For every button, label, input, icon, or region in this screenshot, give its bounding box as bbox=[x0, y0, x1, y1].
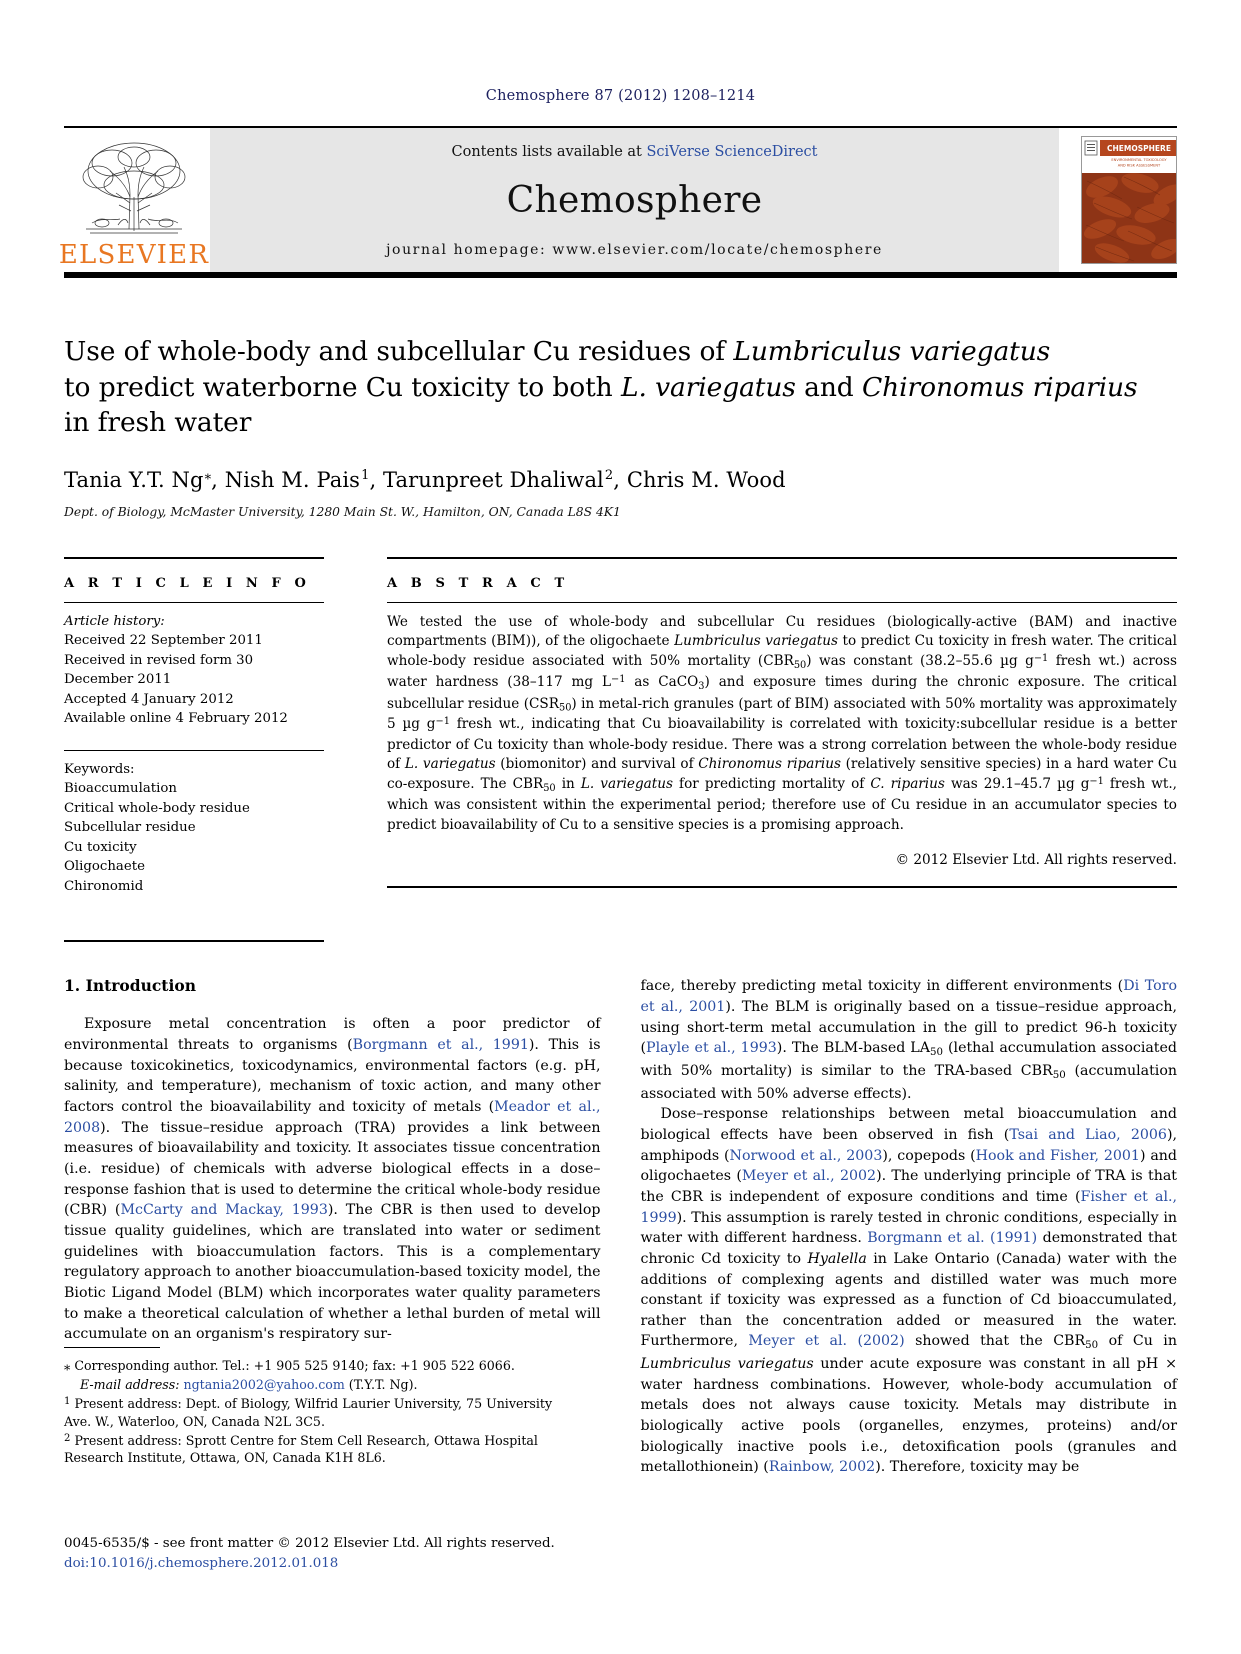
footnote-present-address-2 bbox=[64, 1432, 580, 1468]
doi-link[interactable]: doi:10.1016/j.chemosphere.2012.01.018 bbox=[64, 1556, 339, 1572]
body-column-right bbox=[641, 976, 1178, 1478]
keyword-item: Cu toxicity bbox=[64, 839, 137, 855]
author-name: Chris M. Wood bbox=[626, 467, 786, 492]
svg-text:CHEMOSPHERE: CHEMOSPHERE bbox=[1107, 144, 1171, 153]
history-item: Accepted 4 January 2012 bbox=[64, 691, 234, 707]
author-mark[interactable]: 2 bbox=[604, 467, 614, 483]
svg-text:AND RISK ASSESSMENT: AND RISK ASSESSMENT bbox=[1117, 163, 1161, 168]
title-segment-2: to predict waterborne Cu toxicity to both bbox=[64, 371, 621, 403]
keyword-item: Critical whole-body residue bbox=[64, 800, 250, 816]
issn-line: 0045-6535/$ - see front matter © 2012 Elsevier Ltd. All rights reserved. bbox=[64, 1536, 555, 1551]
keyword-item: Chironomid bbox=[64, 878, 144, 894]
email-label: E-mail address: bbox=[80, 1376, 180, 1392]
journal-homepage-line[interactable]: journal homepage: www.elsevier.com/locate/chemosphere bbox=[386, 242, 883, 258]
cover-artwork-icon bbox=[1082, 137, 1177, 264]
journal-masthead bbox=[58, 126, 1177, 278]
author-mark[interactable]: 1 bbox=[361, 467, 370, 483]
footnote-divider bbox=[64, 1347, 160, 1348]
footnote-email bbox=[64, 1376, 580, 1394]
footnote-2-text: Present address: Sprott Centre for Stem Cell Research, Ottawa Hospital Research Institute, Ottawa, ON, Canada K1H 8L6. bbox=[64, 1432, 538, 1466]
title-segment-4: in fresh water bbox=[64, 407, 252, 438]
history-item: Received 22 September 2011 bbox=[64, 633, 263, 649]
running-head: Chemosphere 87 (2012) 1208–1214 bbox=[485, 88, 756, 104]
article-info-heading: A R T I C L E I N F O bbox=[64, 575, 311, 591]
elsevier-tree-icon bbox=[72, 137, 196, 241]
footnote-1-text: Present address: Dept. of Biology, Wilfrid Laurier University, 75 University Ave. W., Waterloo, ON, Canada N2L 3C5. bbox=[64, 1395, 553, 1429]
paragraph: face, thereby predicting metal toxicity in different environments (Di Toro et al., 2001). The BLM is originally based on a tissue–residue approach, using short-term metal accumulation in the gill to predict 96-h toxicity (Playle et al., 1993). The BLM-based $LA_{50}$ (lethal accumulation associated with 50% mortality) is similar to the TRA-based $CBR_{50}$ (accumulation associated with 50% adverse effects). bbox=[640, 978, 1177, 1102]
keyword-item: Bioaccumulation bbox=[64, 781, 177, 797]
affiliation: Dept. of Biology, McMaster University, 1280 Main St. W., Hamilton, ON, Canada L8S 4K1 bbox=[64, 504, 621, 519]
author-name: Nish M. Pais bbox=[224, 467, 361, 492]
paragraph: Dose–response relationships between metal bioaccumulation and biological effects have been observed in fish (Tsai and Liao, 2006), amphipods (Norwood et al., 2003), copepods (Hook and Fisher, 2001) and oligochaetes (Meyer et al., 2002). The underlying principle of TRA is that the CBR is independent of exposure conditions and time (Fisher et al., 1999). This assumption is rarely tested in chronic conditions, especially in water with different hardness. Borgmann et al. (1991) demonstrated that chronic Cd toxicity to Hyalella in Lake Ontario (Canada) water with the additions of complexing agents and distilled water was much more constant if toxicity was expressed as a function of Cd bioaccumulated, rather than the concentration added or measured in the water. Furthermore, Meyer et al. (2002) showed that the $CBR_{50}$ of Cu in Lumbriculus variegatus under acute exposure was constant in all pH × water hardness combinations. However, whole-body accumulation of metals does not always cause toxicity. Metals may distribute in biologically active pools (organelles, enzymes, proteins) and/or biologically inactive pools i.e., detoxification pools (granules and metallothionein) (Rainbow, 2002). Therefore, toxicity may be bbox=[640, 1106, 1178, 1476]
contents-prefix: Contents lists available at bbox=[451, 144, 647, 160]
citation-link[interactable]: Di Toro et al., 2001 bbox=[640, 978, 1177, 1016]
citation-link[interactable]: Rainbow, 2002 bbox=[768, 1459, 876, 1476]
title-species-1: Lumbriculus variegatus bbox=[733, 336, 1051, 367]
citation-link[interactable]: Playle et al., 1993 bbox=[646, 1040, 777, 1057]
keyword-item: Subcellular residue bbox=[64, 820, 196, 836]
journal-title: Chemosphere bbox=[506, 180, 763, 221]
title-species-2: L. variegatus bbox=[620, 371, 796, 403]
article-history-block bbox=[64, 603, 324, 740]
citation-link[interactable]: Meador et al., 2008 bbox=[64, 1099, 601, 1136]
author-sep: , bbox=[613, 467, 627, 492]
author-sep: , bbox=[369, 467, 384, 492]
history-item: Available online 4 February 2012 bbox=[64, 711, 288, 727]
article-history-label: Article history: bbox=[64, 613, 165, 629]
author-name: Tania Y.T. Ng bbox=[64, 467, 204, 492]
article-info-column bbox=[64, 557, 354, 943]
masthead-gray-band bbox=[210, 128, 1059, 272]
author-mark[interactable]: ⁎ bbox=[204, 467, 212, 483]
abstract-text: We tested the use of whole-body and subcellular Cu residues (biologically-active (BAM) and inactive compartments (BIM)), of the oligochaete Lumbriculus variegatus to predict Cu toxicity in fresh water. The critical whole-body residue associated with 50% mortality $(CBR_{50})$ was constant (38.2–55.6 µg $g^{-1}$ fresh wt.) across water hardness (38–117 mg $L^{-1}$ as CaCO$_3$) and exposure times during the chronic exposure. The critical subcellular residue $(CSR_{50})$ in metal-rich granules (part of BIM) associated with 50% mortality was approximately 5 µg $g^{-1}$ fresh wt., indicating that Cu bioavailability is correlated with toxicity:subcellular residue is a better predictor of Cu toxicity than whole-body residue. There was a strong correlation between the whole-body residue of L. variegatus (biomonitor) and survival of Chironomus riparius (relatively sensitive species) in a hard water Cu co-exposure. The $CBR_{50}$ in L. variegatus for predicting mortality of C. riparius was 29.1–45.7 µg $g^{-1}$ fresh wt., which was consistent within the experimental period; therefore use of Cu residue in an accumulator species to predict bioavailability of Cu to a sensitive species is a promising approach. bbox=[387, 613, 1178, 834]
title-block bbox=[64, 334, 1177, 519]
keywords-label: Keywords: bbox=[64, 761, 135, 777]
elsevier-logo bbox=[58, 128, 210, 272]
footer-issn-block bbox=[64, 1534, 555, 1574]
journal-cover-thumbnail bbox=[1081, 136, 1177, 264]
citation-link[interactable]: Meyer et al., 2002 bbox=[741, 1168, 877, 1185]
footnote-present-address-1 bbox=[64, 1395, 580, 1431]
title-segment-1: Use of whole-body and subcellular Cu residues of bbox=[64, 336, 734, 367]
sciencedirect-link[interactable]: SciVerse ScienceDirect bbox=[646, 144, 818, 160]
citation-link[interactable]: Norwood et al., 2003 bbox=[729, 1147, 883, 1164]
citation-link[interactable]: McCarty and Mackay, 1993 bbox=[120, 1202, 328, 1219]
contents-list-line bbox=[452, 144, 818, 160]
title-segment-3: and bbox=[795, 371, 862, 403]
footnotes-block bbox=[64, 1347, 580, 1468]
keyword-item: Oligochaete bbox=[64, 859, 145, 875]
history-item: Received in revised form 30 December 2011 bbox=[64, 652, 254, 688]
footnote-corresponding-author bbox=[64, 1357, 580, 1375]
footnote-mark-asterisk: ⁎ bbox=[64, 1358, 71, 1373]
svg-text:ENVIRONMENTAL TOXICOLOGY: ENVIRONMENTAL TOXICOLOGY bbox=[1111, 158, 1167, 162]
citation-link[interactable]: Fisher et al., 1999 bbox=[640, 1188, 1177, 1226]
elsevier-wordmark: ELSEVIER bbox=[58, 240, 210, 270]
email-owner: (T.Y.T. Ng). bbox=[348, 1376, 418, 1392]
keywords-block bbox=[64, 751, 324, 897]
citation-link[interactable]: Meyer et al. (2002) bbox=[748, 1333, 905, 1350]
abstract-column bbox=[354, 557, 1177, 943]
abstract-copyright: © 2012 Elsevier Ltd. All rights reserved. bbox=[895, 852, 1177, 869]
citation-link[interactable]: Tsai and Liao, 2006 bbox=[1009, 1126, 1167, 1143]
author-sep: , bbox=[211, 467, 225, 492]
footnote-mark-1: 1 bbox=[64, 1395, 71, 1407]
section-heading-introduction: 1. Introduction bbox=[64, 976, 196, 996]
email-link[interactable]: ngtania2002@yahoo.com bbox=[183, 1376, 345, 1392]
paragraph: Exposure metal concentration is often a poor predictor of environmental threats to organisms (Borgmann et al., 1991). This is because toxicokinetics, toxicodynamics, environmental factors (e.g. pH, salinity, and temperature), mechanism of toxic action, and many other factors control the bioavailability and toxicity of metals (Meador et al., 2008). The tissue–residue approach (TRA) provides a link between measures of bioavailability and toxicity. It associates tissue concentration (i.e. residue) of chemicals with adverse biological effects in a dose–response fashion that is used to determine the critical whole-body residue (CBR) (McCarty and Mackay, 1993). The CBR is then used to develop tissue quality guidelines, which are translated into water or sediment guidelines with bioaccumulation factors. This is a complementary regulatory approach to another bioaccumulation-based toxicity model, the Biotic Ligand Model (BLM) which incorporates water quality parameters to make a theoretical calculation of whether a lethal burden of metal will accumulate on an organism's respiratory sur- bbox=[64, 1016, 601, 1343]
footnote-mark-2: 2 bbox=[64, 1432, 71, 1444]
info-abstract-section bbox=[64, 557, 1177, 943]
citation-link[interactable]: Borgmann et al. (1991) bbox=[867, 1230, 1038, 1247]
footnote-corresponding-text: Corresponding author. Tel.: +1 905 525 9140; fax: +1 905 522 6066. bbox=[74, 1358, 515, 1373]
citation-link[interactable]: Hook and Fisher, 2001 bbox=[975, 1147, 1140, 1164]
title-species-3: Chironomus riparius bbox=[862, 371, 1138, 403]
author-list bbox=[64, 468, 1177, 492]
author-name: Tarunpreet Dhaliwal bbox=[383, 467, 604, 492]
citation-link[interactable]: Borgmann et al., 1991 bbox=[352, 1037, 529, 1054]
abstract-heading: A B S T R A C T bbox=[387, 575, 569, 591]
page-title bbox=[64, 334, 1177, 441]
